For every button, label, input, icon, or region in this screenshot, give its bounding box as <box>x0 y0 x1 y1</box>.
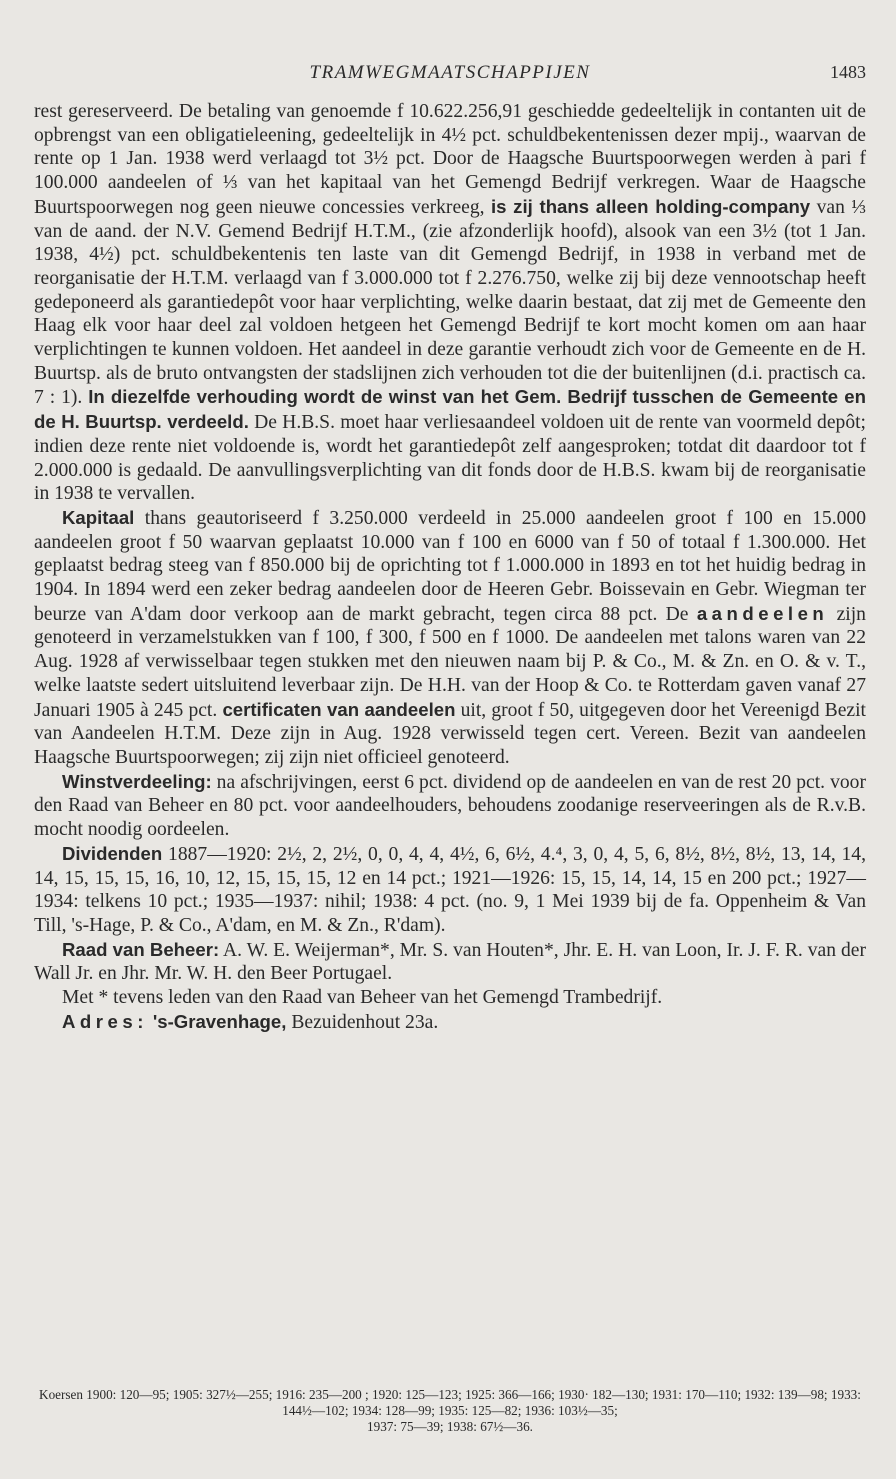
paragraph-raad-van-beheer <box>34 938 866 986</box>
footnote-koersen <box>34 1387 866 1435</box>
running-title: TRAMWEGMAATSCHAPPIJEN <box>309 62 591 83</box>
paragraph-kapitaal <box>34 506 866 770</box>
heading-winstverdeeling: Winstverdeeling: <box>62 770 212 792</box>
page-number: 1483 <box>830 62 866 82</box>
heading-dividenden: Dividenden <box>62 842 163 864</box>
spaced-aandeelen: aandeelen <box>696 602 829 624</box>
paragraph-dividenden <box>34 842 866 938</box>
text-run: A. W. E. Weijerman*, Mr. S. van Houten*, Jhr. E. H. van Loon, Ir. J. F. R. van der Wall Jr. en Jhr. Mr. W. H. den Beer Portugael. <box>34 939 866 985</box>
paragraph-note <box>34 986 866 1010</box>
bold-city: 's-Gravenhage, <box>152 1010 287 1032</box>
heading-kapitaal: Kapitaal <box>62 506 135 528</box>
text-run: zijn genoteerd in verzamelstukken van f 100, f 300, f 500 en f 1000. De aandeelen met talons waren van 22 Aug. 1928 af verwisselbaar tegen stukken met den nieuwen naam bij P. & Co., M. & Zn. en O. & v. T., welke laatste sedert uitsluitend leverbaar zijn. De H.H. van der Hoop & Co. te Rotterdam gaven vanaf 27 Januari 1905 à 245 pct. <box>34 603 866 721</box>
text-run: van ⅓ van de aand. der N.V. Gemend Bedrijf H.T.M., (zie afzonderlijk hoofd), alsook van een 3½ (tot 1 Jan. 1938, 4½) pct. schuldbekentenis ten laste van dit Gemengd Bedrijf, in 1938 in verband met de reorganisatie der H.T.M. verlaagd van f 3.000.000 tot f 2.276.750, welke zij bij deze vennootschap heeft gedeponeerd als garantiedepôt voor haar verplichting, welke daarin bestaat, dat zij met de Gemeente den Haag elk voor haar deel zal voldoen hetgeen het Gemengd Bedrijf te kort mocht komen om aan haar verplichtingen te kunnen voldoen. Het aandeel in deze garantie verhoudt zich voor de Gemeente en de H. Buurtsp. als de bruto ontvangsten der stadslijnen zich verhouden tot die der buitenlijnen (d.i. practisch ca. 7 : 1). <box>34 196 867 409</box>
paragraph-winstverdeeling <box>34 770 866 842</box>
footnote-line: 1937: 75—39; 1938: 67½—36. <box>367 1419 533 1434</box>
bold-phrase-winst: In diezelfde verhouding wordt de winst van het Gem. Bedrijf tusschen de Gemeente en de H. Buurtsp. verdeeld. <box>34 386 866 433</box>
paragraph-history <box>34 100 866 506</box>
heading-adres: Adres: <box>62 1010 148 1032</box>
heading-raad-van-beheer: Raad van Beheer: <box>62 938 220 960</box>
paragraph-adres <box>34 1010 866 1035</box>
bold-phrase-holding: is zij thans alleen holding-company <box>490 195 811 217</box>
page-header <box>34 62 866 90</box>
text-run: Bezuidenhout 23a. <box>291 1011 439 1033</box>
text-run: na afschrijvingen, eerst 6 pct. dividend op de aandeelen en van de rest 20 pct. voor den Raad van Beheer en 80 pct. voor aandeelhouders, behoudens zoodanige reserveeringen als de R.v.B. mocht noodig oordeelen. <box>34 771 866 841</box>
text-run: thans geautoriseerd f 3.250.000 verdeeld in 25.000 aandeelen groot f 100 en 15.000 aandeelen groot f 50 waarvan geplaatst 10.000 van f 100 en 6000 van f 50 of totaal f 1.300.000. Het geplaatst bedrag steeg van f 850.000 bij de oprichting tot f 1.000.000 in 1893 en tot het huidig bedrag in 1904. In 1894 werd een zeker bedrag aandeelen door de Heeren Gebr. Boissevain en Gebr. Wiegman ter beurze van A'dam door verkoop aan de markt gebracht, tegen circa 88 pct. De <box>34 507 866 625</box>
bold-phrase-certificaten: certificaten van aandeelen <box>222 698 456 720</box>
page-body <box>34 100 866 1034</box>
text-run: 1887—1920: 2½, 2, 2½, 0, 0, 4, 4, 4½, 6, 6½, 4.⁴, 3, 0, 4, 5, 6, 8½, 8½, 8½, 13, 14, 14, 14, 15, 15, 15, 16, 10, 12, 15, 15, 15, 12 en 14 pct.; 1921—1926: 15, 15, 14, 14, 15 en 200 pct.; 1927—1934: telkens 10 pct.; 1935—1937: nihil; 1938: 4 pct. (no. 9, 1 Mei 1939 bij de fa. Oppenheim & Van Till, 's-Hage, P. & Co., A'dam, en M. & Zn., R'dam). <box>34 843 866 936</box>
text-run: uit, groot f 50, uitgegeven door het Vereenigd Bezit van Aandeelen H.T.M. Deze zijn in Aug. 1928 verwisseld tegen cert. Vereen. Bezit van aandeelen Haagsche Buurtspoorwegen; zij zijn niet officieel genoteerd. <box>34 699 866 768</box>
text-run: Met * tevens leden van den Raad van Beheer van het Gemengd Trambedrijf. <box>62 987 663 1009</box>
text-run: De H.B.S. moet haar verliesaandeel voldoen uit de rente van voormeld depôt; indien deze rente niet voldoende is, wordt het garantiedepôt zelf aangesproken; totdat dit daardoor tot f 2.000.000 is gedaald. De aanvullingsverplichting van dit fonds door de H.B.S. kwam bij de reorganisatie in 1938 te vervallen. <box>34 412 866 505</box>
footnote-line: Koersen 1900: 120—95; 1905: 327½—255; 1916: 235—200 ; 1920: 125—123; 1925: 366—166; 1930· 182—130; 1931: 170—110; 1932: 139—98; 1933: 144½—102; 1934: 128—99; 1935: 125—82; 1936: 103½—35; <box>39 1387 861 1418</box>
text-run: rest gereserveerd. De betaling van genoemde f 10.622.256,91 geschiedde gedeeltelijk in contanten uit de opbrengst van een obligatieleening, gedeeltelijk in 4½ pct. schuldbekentenissen dezer mpij., waarvan de rente op 1 Jan. 1938 werd verlaagd tot 3½ pct. Door de Haagsche Buurtspoorwegen werden à pari f 100.000 aandeelen of ⅓ van het kapitaal van het Gemengd Bedrijf verkregen. Waar de Haagsche Buurtspoorwegen nog geen nieuwe concessies verkreeg, <box>34 101 866 218</box>
